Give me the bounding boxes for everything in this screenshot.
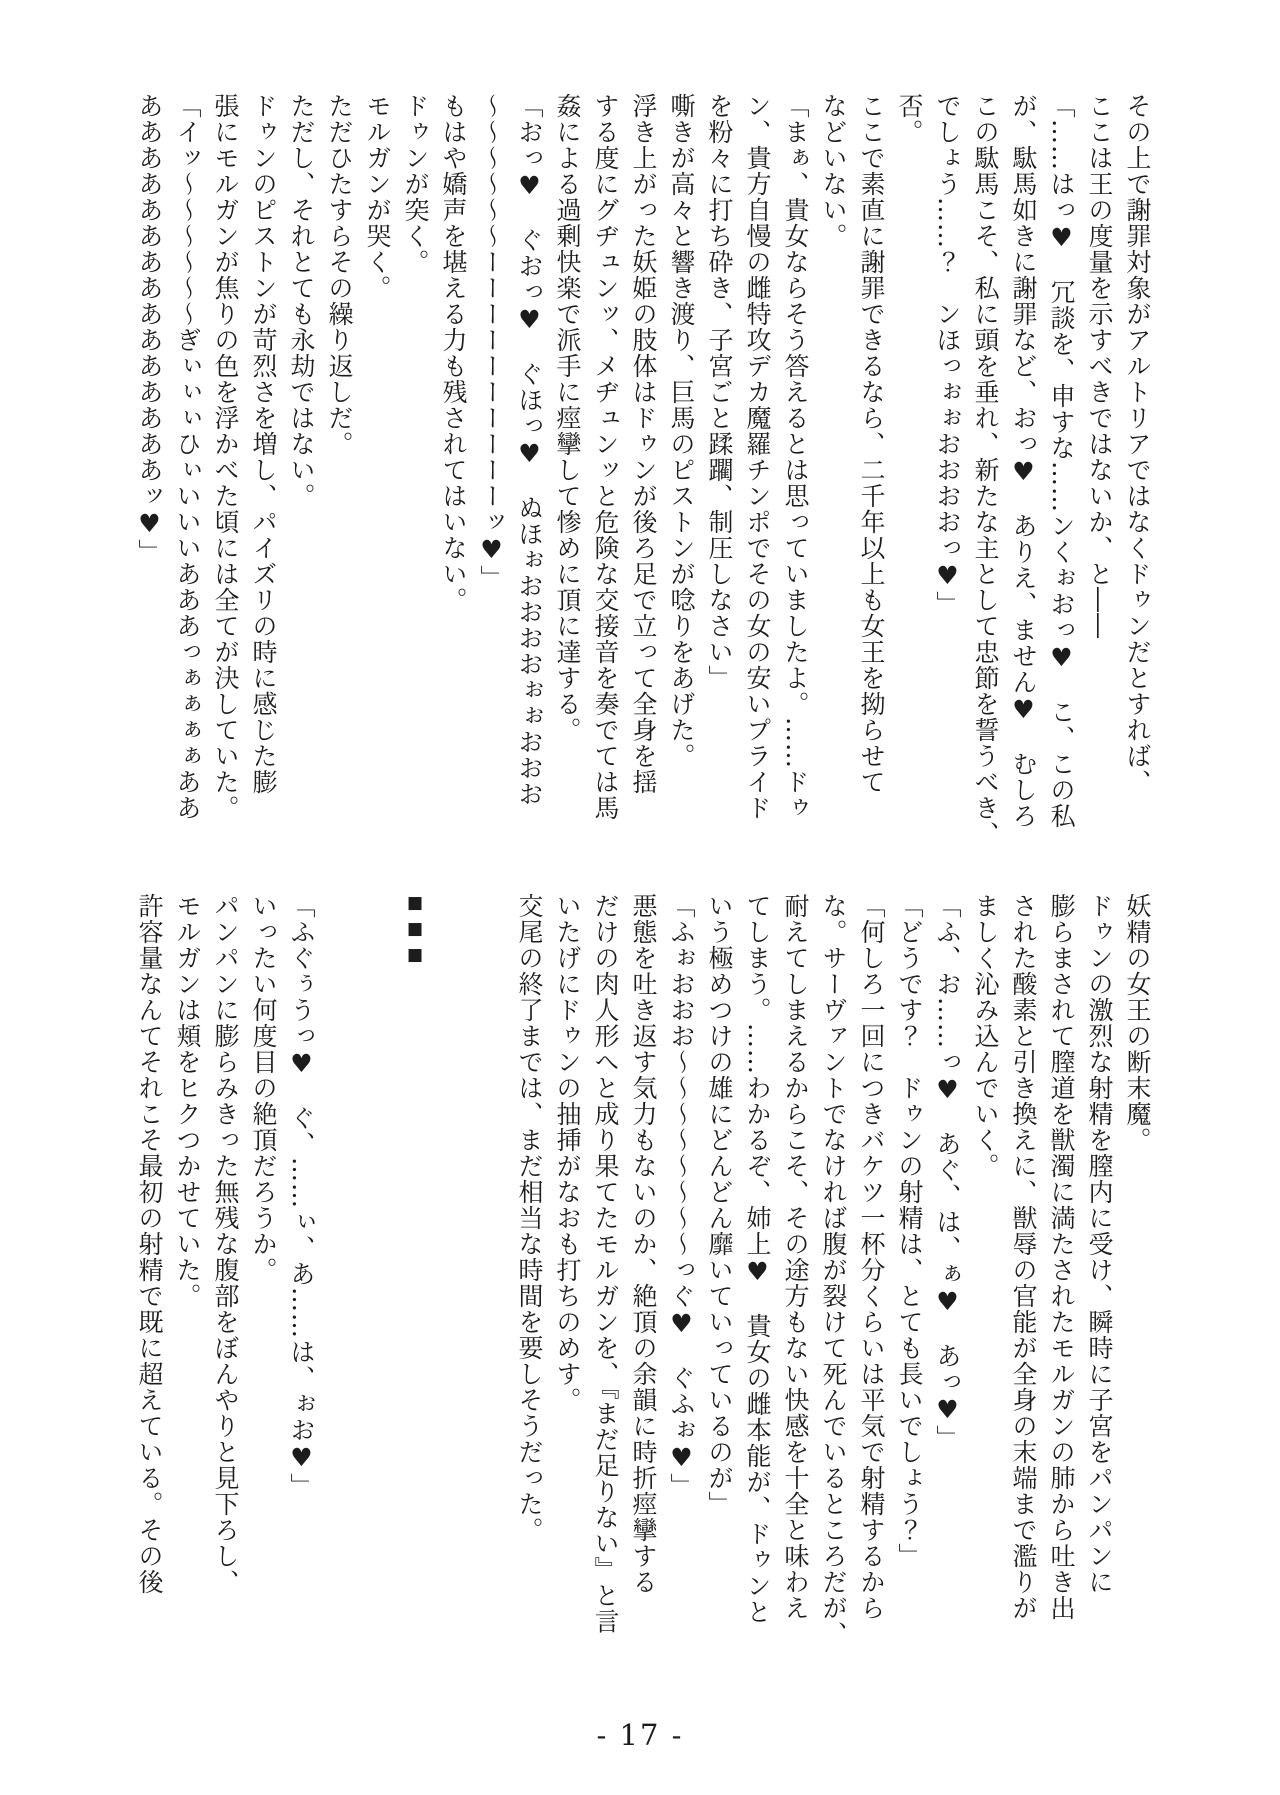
text-column: てしまう。……わかるぞ、姉上♥ 貴女の雌本能が、ドゥンと (743, 893, 772, 1625)
text-column: などいない。 (819, 93, 848, 249)
text-column: その上で謝罪対象がアルトリアではなくドゥンだとすれば、 (1123, 93, 1152, 795)
text-column: この駄馬こそ、私に頭を垂れ、新たな主として忠節を誓うべき、 (971, 93, 1000, 847)
text-column: ここで素直に謝罪できるなら、二千年以上も女王を拗らせて (857, 93, 886, 795)
text-column: ここは王の度量を示すべきではないか、と―― (1085, 93, 1114, 639)
text-column: モルガンは頬をヒクつかせていた。 (173, 893, 202, 1309)
text-column: 姦による過剰快楽で派手に痙攣して惨めに頂に達する。 (553, 93, 582, 743)
text-column (320, 893, 358, 1655)
text-column: する度にグヂュンッ、メヂュンッと危険な交接音を奏でては馬 (591, 93, 620, 821)
text-column: 妖精の女王の断末魔。 (1123, 893, 1152, 1153)
text-column: パンパンに膨らみきった無残な腹部をぼんやりと見下ろし、 (211, 893, 240, 1595)
text-column: ドゥンが突く。 (401, 93, 430, 275)
text-column: が、駄馬如きに謝罪など、おっ♥ ありえ、ません♥ むしろ (1009, 93, 1038, 829)
text-column: 「ふ、お……っ♥ あぐ、は、ぁ♥ あっ♥」 (933, 893, 962, 1451)
text-column (434, 893, 472, 1655)
text-column (472, 893, 510, 1655)
text-column: を粉々に打ち砕き、子宮ごと蹂躙、制圧しなさい」 (705, 93, 734, 691)
text-column: 交尾の終了までは、まだ相当な時間を要しそうだった。 (515, 893, 544, 1543)
text-column: 耐えてしまえるからこそ、その途方もない快感を十全と味わえ (781, 893, 810, 1621)
text-block-bottom (130, 893, 1156, 1655)
text-column: いう極めつけの雄にどんどん靡いていっているのが」 (705, 893, 734, 1517)
text-column (358, 893, 396, 1655)
text-column: 浮き上がった妖姫の肢体はドゥンが後ろ足で立って全身を揺 (629, 93, 658, 795)
text-column: でしょう……？ ンほっぉぉおおおおっ♥」 (933, 93, 962, 617)
text-column: 「まぁ、貴女ならそう答えるとは思っていましたよ。……ドゥ (781, 93, 810, 821)
text-column: 「ふぐぅうっ♥ ぐ、……ぃ、あ……は、ぉお♥」 (287, 893, 316, 1499)
text-column: いたげにドゥンの抽挿がなおも打ちのめす。 (553, 893, 582, 1413)
text-column: もはや嬌声を堪える力も残されてはいない。 (439, 93, 468, 613)
text-column: ～～～～～～ーーーーーーーーーーッ♥」 (477, 93, 506, 591)
text-column: だけの肉人形へと成り果てたモルガンを、『まだ足りない』と言 (591, 893, 620, 1635)
text-column: ただし、それとても永劫ではない。 (287, 93, 316, 509)
text-column: モルガンが哭く。 (363, 93, 392, 301)
text-column: ドゥンのピストンが苛烈さを増し、パイズリの時に感じた膨 (249, 93, 278, 795)
text-column: 「どうです？ ドゥンの射精は、とても長いでしょう？」 (895, 893, 924, 1569)
text-column: された酸素と引き換えに、獣辱の官能が全身の末端まで濫りが (1009, 893, 1038, 1621)
text-column: ましく沁み込んでいく。 (971, 893, 1000, 1179)
text-column: 許容量なんてそれこそ最初の射精で既に超えている。その後 (135, 893, 164, 1595)
text-column: 悪態を吐き返す気力もないのか、絶頂の余韻に時折痙攣する (629, 893, 658, 1595)
text-column: 「……はっ♥ 冗談を、申すな……ンくぉおっ♥ こ、この私 (1047, 93, 1076, 829)
text-column: 「イッ～～～～～～ぎぃぃぃひぃいいいあああっぁぁぁぁああ (173, 93, 202, 821)
section-break-marks: ■■■ (405, 893, 425, 971)
text-column: 否。 (895, 93, 924, 145)
text-column: ただひたすらその繰り返しだ。 (325, 93, 354, 457)
text-column: 嘶きが高々と響き渡り、巨馬のピストンが唸りをあげた。 (667, 93, 696, 769)
text-column: 張にモルガンが焦りの色を浮かべた頃には全てが決していた。 (211, 93, 240, 821)
text-column: 「ふぉおおお～～～～～～～～っぐ♥ ぐふぉ♥」 (667, 893, 696, 1499)
text-column: ドゥンの激烈な射精を膣内に受け、瞬時に子宮をパンパンに (1085, 893, 1114, 1595)
text-column: 「何しろ一回につきバケツ一杯分くらいは平気で射精するから (857, 893, 886, 1621)
page-number: - 17 - (596, 1718, 684, 1752)
text-column: いったい何度目の絶頂だろうか。 (249, 893, 278, 1283)
text-column: 「おっ♥ ぐおっ♥ ぐほっ♥ ぬほぉおおおおぉぉおおお (515, 93, 544, 807)
text-column: な。サーヴァントでなければ腹が裂けて死んでいるところだが、 (819, 893, 848, 1647)
text-column: 膨らまされて膣道を獣濁に満たされたモルガンの肺から吐き出 (1047, 893, 1076, 1621)
text-block-top (130, 93, 1156, 855)
text-column: ン、貴方自慢の雌特攻デカ魔羅チンポでその女の安いプライド (743, 93, 772, 821)
text-column: あああああああああああああああッ♥」 (135, 93, 164, 565)
